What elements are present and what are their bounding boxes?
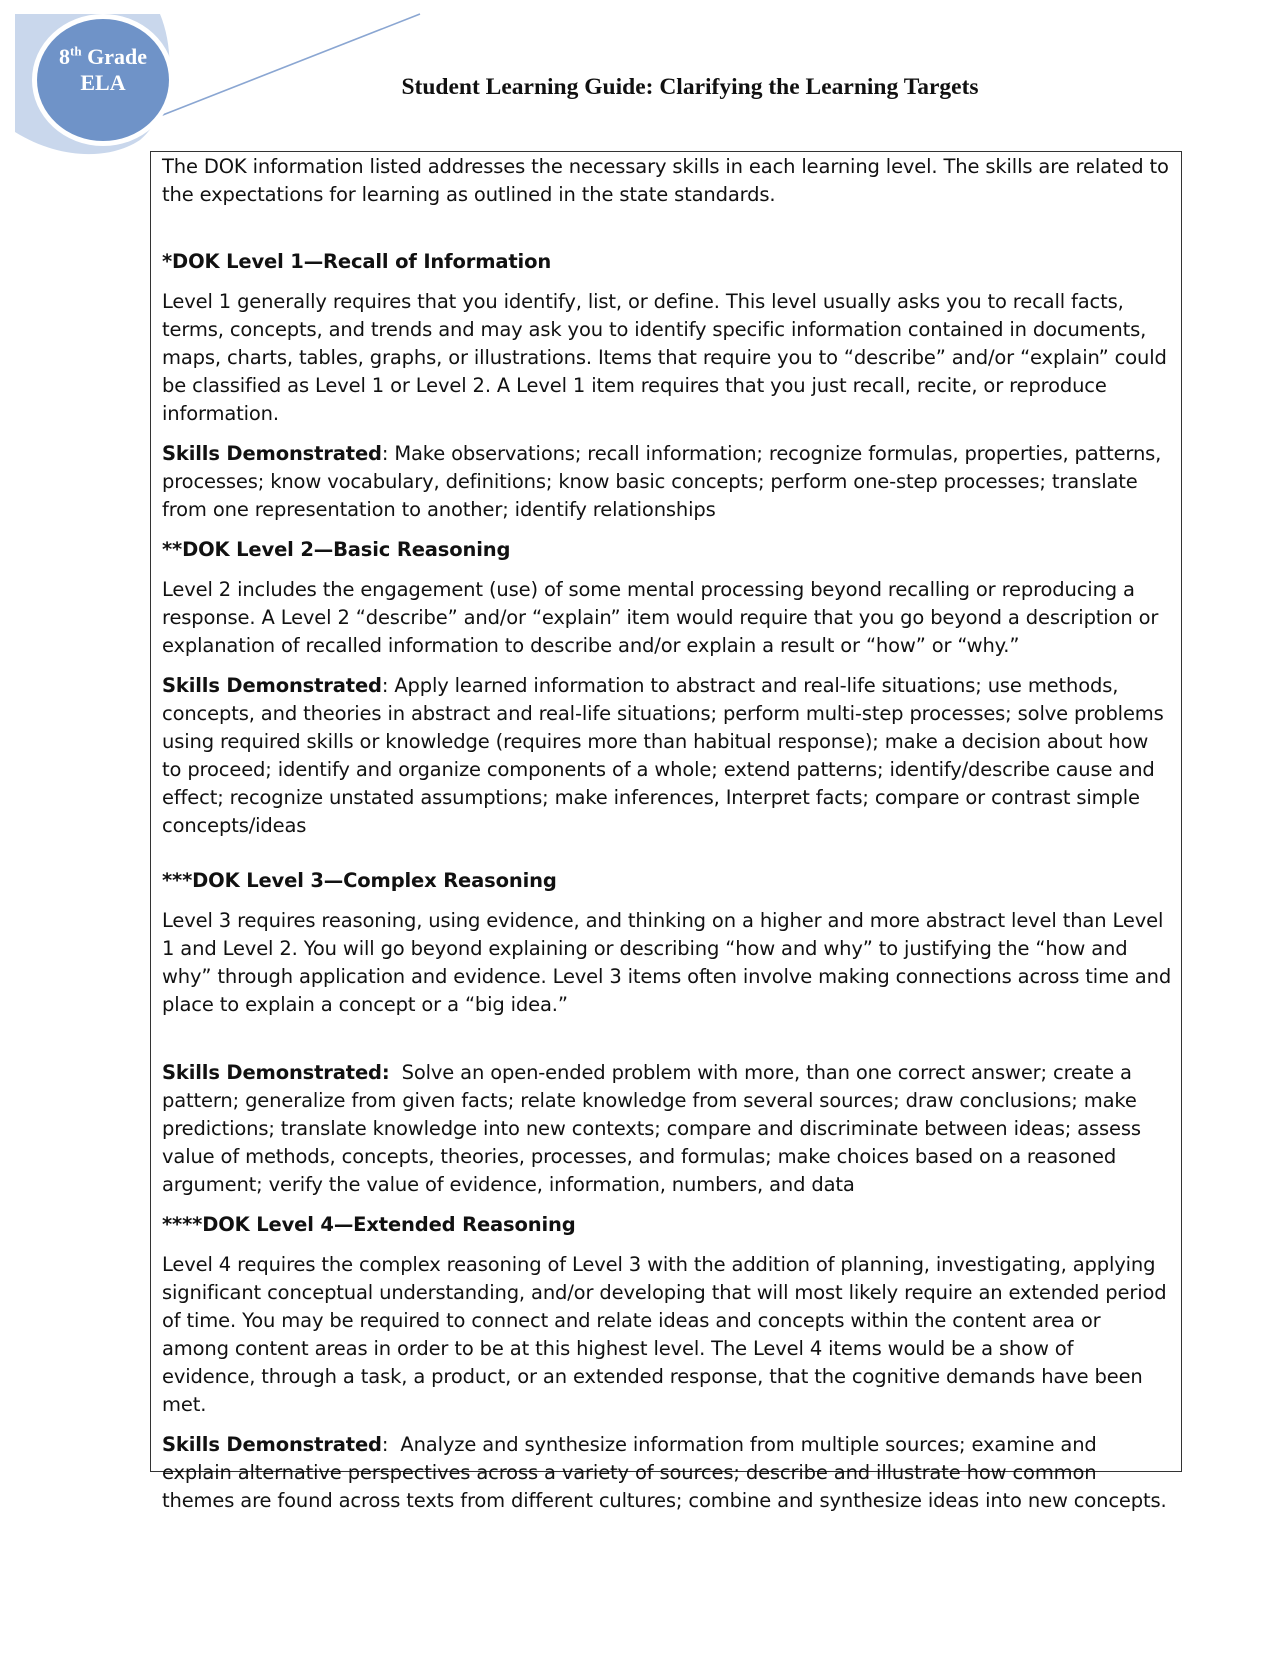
level-1-skills-label: Skills Demonstrated [162, 442, 382, 465]
level-4-skills-sep: : [381, 1433, 401, 1456]
level-1-heading: *DOK Level 1—Recall of Information [162, 250, 552, 273]
level-3-skills-text: Solve an open-ended problem with more, than one correct answer; create a pattern; generalize from given facts; relate knowledge from several sources; draw conclusions; make predictions; translate knowledge into new contexts; compare and discriminate between ideas; assess value of methods, concepts, theories, processes, and formulas; make choices based on a reasoned argument; verify the value of evidence, information, numbers, and data [162, 1061, 1141, 1196]
level-1-description: Level 1 generally requires that you identify, list, or define. This level usually asks you to recall facts, terms, concepts, and trends and may ask you to identify specific information contained in documents, maps, charts, tables, graphs, or illustrations. Items that require you to “describe” and/or “explain” could be classified as Level 1 or Level 2. A Level 1 item requires that you just recall, recite, or reproduce information. [162, 290, 1167, 425]
level-3-skills [162, 1059, 1172, 1199]
level-2-skills-text: Apply learned information to abstract and real-life situations; use methods, concepts, and theories in abstract and real-life situations; perform multi-step processes; solve problems using required skills or knowledge (requires more than habitual response); make a decision about how to proceed; identify and organize components of a whole; extend patterns; identify/describe cause and effect; recognize unstated assumptions; make inferences, Interpret facts; compare or contrast simple concepts/ideas [162, 674, 1164, 837]
badge-subject: ELA [80, 70, 126, 95]
badge-label [48, 44, 158, 96]
level-3-description: Level 3 requires reasoning, using evidence, and thinking on a higher and more abstract level than Level 1 and Level 2. You will go beyond explaining or describing “how and why” to justifying the “how and why” through application and evidence. Level 3 items often involve making connections across time and place to explain a concept or a “big idea.” [162, 909, 1172, 1016]
level-1-skills-sep: : [381, 442, 395, 465]
dok-content-box [150, 151, 1182, 1512]
badge-accent-line [150, 14, 420, 120]
level-2-skills-sep: : [381, 674, 395, 697]
level-4-description: Level 4 requires the complex reasoning of Level 3 with the addition of planning, investigating, applying significant conceptual understanding, and/or developing that will most likely require an extended period of time. You may be required to connect and relate ideas and concepts within the content area or among content areas in order to be at this highest level. The Level 4 items would be a show of evidence, through a task, a product, or an extended response, that the cognitive demands have been met. [162, 1253, 1167, 1416]
level-1-skills-text: Make observations; recall information; recognize formulas, properties, patterns, processes; know vocabulary, definitions; know basic concepts; perform one-step processes; translate from one representation to another; identify relationships [162, 442, 1162, 521]
level-4-skills-label: Skills Demonstrated [162, 1433, 382, 1456]
level-4-heading: ****DOK Level 4—Extended Reasoning [162, 1213, 576, 1236]
level-3-heading: ***DOK Level 3—Complex Reasoning [162, 869, 557, 892]
level-2-description: Level 2 includes the engagement (use) of some mental processing beyond recalling or reproducing a response. A Level 2 “describe” and/or “explain” item would require that you go beyond a description or explanation of recalled information to describe and/or explain a result or “how” or “why.” [162, 578, 1159, 657]
badge-grade-line [48, 44, 158, 70]
level-2-skills-label: Skills Demonstrated [162, 674, 382, 697]
level-4-skills-text: Analyze and synthesize information from multiple sources; examine and explain alternative perspectives across a variety of sources; describe and illustrate how common themes are found across texts from different cultures; combine and synthesize ideas into new concepts. [162, 1433, 1167, 1512]
level-2-skills [162, 672, 1172, 840]
level-1-skills [162, 440, 1172, 524]
intro-paragraph: The DOK information listed addresses the necessary skills in each learning level. The skills are related to the expectations for learning as outlined in the state standards. [162, 155, 1169, 206]
level-3-skills-label: Skills Demonstrated: [162, 1061, 390, 1084]
badge-grade-number: 8 [59, 44, 71, 69]
level-2-heading: **DOK Level 2—Basic Reasoning [162, 538, 511, 561]
level-3-skills-sep [389, 1061, 401, 1084]
page-title: Student Learning Guide: Clarifying the Learning Targets [401, 74, 979, 100]
badge-grade-word: Grade [87, 44, 147, 69]
level-4-skills [162, 1431, 1172, 1515]
badge-grade-suffix: th [70, 43, 82, 59]
